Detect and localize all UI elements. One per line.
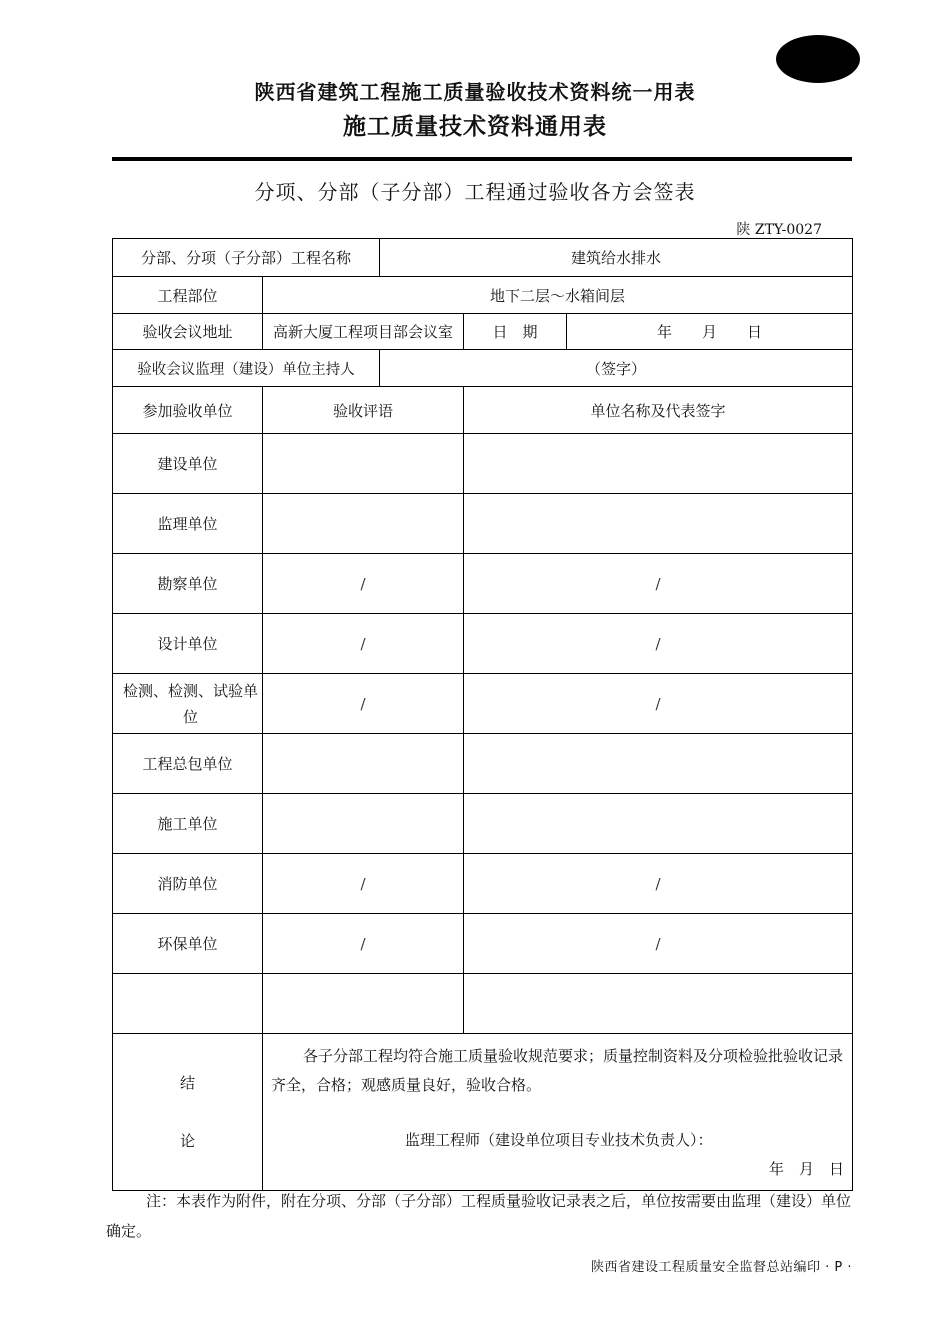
unit-name: 检测、检测、试验单位 (113, 674, 263, 734)
header-unit: 参加验收单位 (113, 387, 263, 434)
unit-name: 勘察单位 (113, 554, 263, 614)
table-row (113, 794, 853, 854)
footnote: 注：本表作为附件，附在分项、分部（子分部）工程质量验收记录表之后，单位按需要由监理（建设）单位确定。 (106, 1192, 852, 1240)
date-value: 年 月 日 (567, 314, 853, 350)
table-row (113, 734, 853, 794)
unit-name: 施工单位 (113, 794, 263, 854)
unit-comment (263, 734, 464, 794)
table-row (113, 494, 853, 554)
unit-signature: / (464, 674, 853, 734)
unit-comment: / (263, 854, 464, 914)
header-comment: 验收评语 (263, 387, 464, 434)
unit-comment: / (263, 674, 464, 734)
header-subtitle: 施工质量技术资料通用表 (343, 114, 607, 140)
unit-signature (464, 734, 853, 794)
unit-signature (464, 974, 853, 1034)
conclusion-text: 各子分部工程均符合施工质量验收规范要求；质量控制资料及分项检验批验收记录齐全，合格；观感质量良好，验收合格。 (271, 1047, 844, 1094)
table-row (113, 914, 853, 974)
location-label: 工程部位 (113, 277, 263, 314)
table-row (113, 614, 853, 674)
unit-name: 消防单位 (113, 854, 263, 914)
unit-name: 工程总包单位 (113, 734, 263, 794)
table-row (113, 974, 853, 1034)
unit-name: 监理单位 (113, 494, 263, 554)
unit-name: 建设单位 (113, 434, 263, 494)
table-row (113, 554, 853, 614)
conclusion-body (263, 1034, 853, 1191)
conclusion-label-2: 论 (179, 1132, 195, 1150)
location-row (113, 277, 853, 314)
unit-name: 设计单位 (113, 614, 263, 674)
unit-comment: / (263, 914, 464, 974)
form-code: 陕 ZTY-0027 (736, 222, 822, 238)
unit-comment (263, 494, 464, 554)
host-row (113, 350, 853, 387)
project-name-label: 分部、分项（子分部）工程名称 (113, 239, 380, 277)
unit-signature: / (464, 614, 853, 674)
conclusion-label-1: 结 (179, 1074, 195, 1092)
unit-comment (263, 974, 464, 1034)
table-row (113, 674, 853, 734)
conclusion-signer: 监理工程师（建设单位项目专业技术负责人）： (405, 1131, 713, 1149)
unit-signature: / (464, 854, 853, 914)
project-name-row (113, 239, 853, 277)
table-row (113, 854, 853, 914)
meeting-row (113, 314, 853, 350)
unit-comment: / (263, 614, 464, 674)
project-name-value: 建筑给水排水 (380, 239, 853, 277)
unit-comment (263, 434, 464, 494)
host-signature: （签字） (380, 350, 853, 387)
form-title: 分项、分部（子分部）工程通过验收各方会签表 (254, 180, 696, 204)
signoff-table (112, 238, 853, 1191)
host-label: 验收会议监理（建设）单位主持人 (113, 350, 380, 387)
page-footer: 陕西省建设工程质量安全监督总站编印 · P · (590, 1260, 852, 1275)
meeting-place-value: 高新大厦工程项目部会议室 (263, 314, 464, 350)
header-signature: 单位名称及代表签字 (464, 387, 853, 434)
units-header-row (113, 387, 853, 434)
header-title: 陕西省建筑工程施工质量验收技术资料统一用表 (254, 80, 696, 104)
unit-signature (464, 794, 853, 854)
location-value: 地下二层～水箱间层 (263, 277, 853, 314)
conclusion-date: 年 月 日 (769, 1160, 845, 1178)
unit-name (113, 974, 263, 1034)
conclusion-row (113, 1034, 853, 1191)
unit-comment (263, 794, 464, 854)
unit-signature (464, 434, 853, 494)
unit-signature: / (464, 914, 853, 974)
date-label: 日 期 (464, 314, 567, 350)
header-divider (112, 157, 852, 161)
table-row (113, 434, 853, 494)
unit-comment: / (263, 554, 464, 614)
meeting-place-label: 验收会议地址 (113, 314, 263, 350)
conclusion-label (113, 1034, 263, 1191)
unit-signature: / (464, 554, 853, 614)
unit-signature (464, 494, 853, 554)
unit-name: 环保单位 (113, 914, 263, 974)
